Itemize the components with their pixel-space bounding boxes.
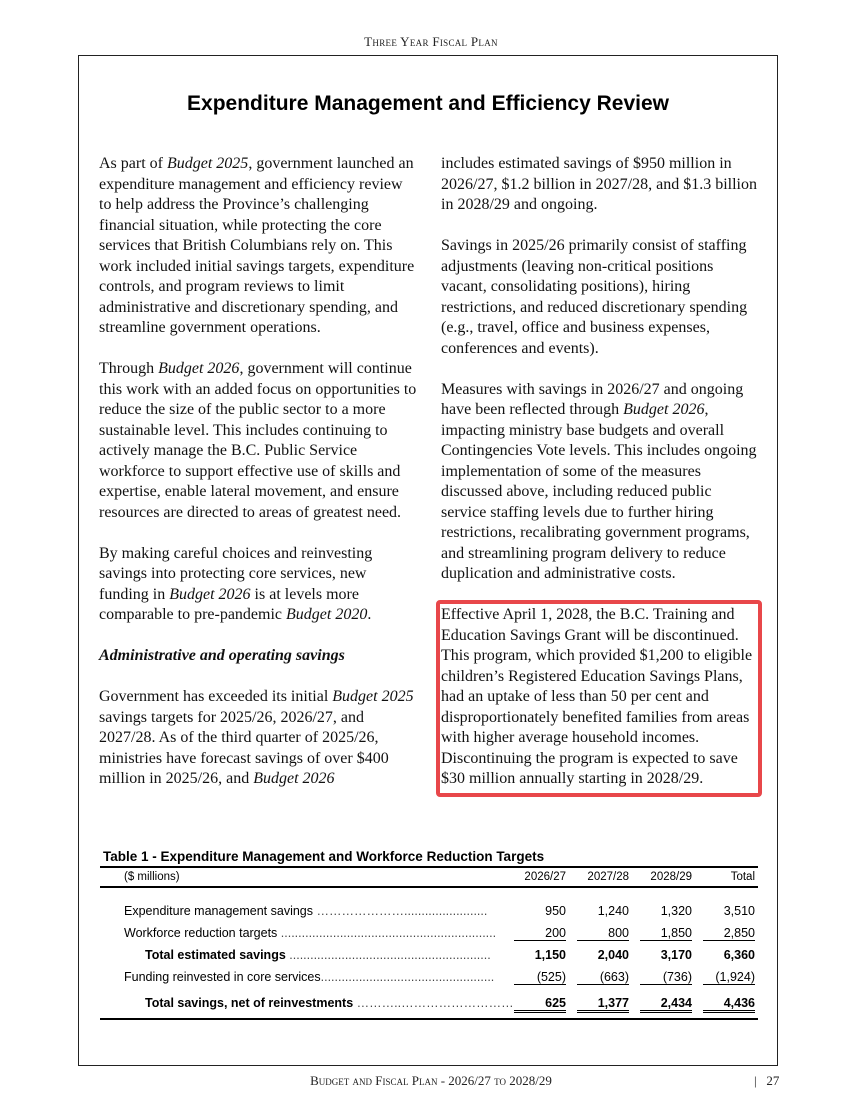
table-row-net-total: Total savings, net of reinvestments ………..……………………… 625 1,377 2,434 4,436 xyxy=(100,996,758,1014)
running-header: Three Year Fiscal Plan xyxy=(364,34,498,49)
column-header: 2027/28 xyxy=(587,871,629,883)
paragraph: Measures with savings in 2026/27 and ongoing have been reflected through Budget 2026, impacting ministry base budgets and overall Contingencies Vote levels. This includes ongoing implementation of some of the measures discussed above, including reduced public service staffing levels due to further hiring restrictions, recalibrating government programs, and streamlining program delivery to reduce duplication and administrative costs. xyxy=(441,380,757,582)
table-unit-label: ($ millions) xyxy=(124,871,180,883)
table-row: Funding reinvested in core services.................................................. (525) (663) (736) (1,924) xyxy=(124,970,755,984)
paragraph: By making careful choices and reinvesting savings into protecting core services, new funding in Budget 2026 is at levels more comparable to pre-pandemic Budget 2020. xyxy=(99,544,373,623)
table-title: Table 1 - Expenditure Management and Workforce Reduction Targets xyxy=(103,849,545,864)
page-number: | 27 xyxy=(754,1073,780,1088)
paragraph: includes estimated savings of $950 million in 2026/27, $1.2 billion in 2027/28, and $1.3 billion in 2028/29 and ongoing. xyxy=(441,155,757,213)
highlighted-paragraph: Effective April 1, 2028, the B.C. Training and Education Savings Grant will be discontinued. This program, which provided $1,200 to eligible children’s Registered Education Savings Plans, had an uptake of less than 50 per cent and disproportionately benefited families from areas with higher average household incomes. Discontinuing the program is expected to save $30 million annually starting in 2028/29. xyxy=(441,606,753,787)
column-header: 2026/27 xyxy=(524,871,566,883)
table-rule-top xyxy=(100,866,758,868)
section-subheading: Administrative and operating savings xyxy=(99,647,345,664)
paragraph: Savings in 2025/26 primarily consist of staffing adjustments (leaving non-critical positions vacant, consolidating positions), hiring restrictions, and reduced discretionary spending (e.g., travel, office and business expenses, conferences and events). xyxy=(441,237,748,357)
page-title: Expenditure Management and Efficiency Review xyxy=(187,92,669,115)
table-row: Workforce reduction targets .............................................................. 200 800 1,850 2,850 xyxy=(124,926,755,940)
left-column xyxy=(99,154,417,810)
paragraph: Government has exceeded its initial Budget 2025 savings targets for 2025/26, 2026/27, and 2027/28. As of the third quarter of 2025/26, ministries have forecast savings of over $400 million in 2025/26, and Budget 2026 xyxy=(99,688,414,787)
page-footer: Budget and Fiscal Plan - 2026/27 to 2028/29 xyxy=(310,1073,552,1088)
table-rule-header xyxy=(100,886,758,888)
paragraph: As part of Budget 2025, government launched an expenditure management and efficiency review to help address the Province’s challenging financial situation, while protecting the core services that British Columbians rely on. This work included initial savings targets, expenditure controls, and program reviews to limit administrative and discretionary spending, and streamline government operations. xyxy=(99,155,415,336)
table-row: Expenditure management savings …………………........................ 950 1,240 1,320 3,510 xyxy=(124,904,755,918)
paragraph: Through Budget 2026, government will continue this work with an added focus on opportunities to reduce the size of the public sector to a more sustainable level. This includes continuing to actively manage the B.C. Public Service workforce to support effective use of skills and expertise, enable lateral movement, and ensure resources are directed to areas of greatest need. xyxy=(99,360,417,521)
column-header: 2028/29 xyxy=(650,871,692,883)
column-header: Total xyxy=(730,871,755,883)
highlight-box xyxy=(436,600,762,797)
table-row-total: Total estimated savings .......................................................... 1,150 2,040 3,170 6,360 xyxy=(145,948,755,962)
table-rule-bottom xyxy=(100,1018,758,1020)
